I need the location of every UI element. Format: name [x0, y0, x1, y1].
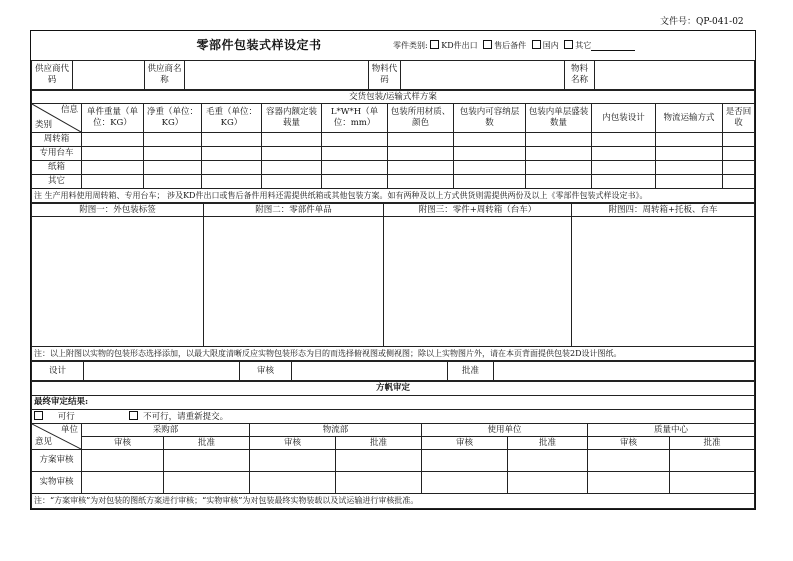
supplier-code-label: 供应商代码	[32, 61, 73, 90]
cell[interactable]	[262, 161, 322, 175]
cell[interactable]	[164, 450, 250, 472]
cell[interactable]	[670, 450, 755, 472]
cell[interactable]	[82, 450, 164, 472]
cell[interactable]	[526, 133, 592, 147]
approve-label: 批准	[448, 362, 494, 381]
col-dimensions: L*W*H（单位：mm）	[322, 104, 388, 133]
form-title: 零部件包装式样设定书	[196, 38, 322, 52]
note-packaging: 注 生产用料使用周转箱、专用台车； 涉及KD件出口或售后备件用料还需提供纸箱或其他包装方案。如有两种及以上方式供货则需提供两份及以上《零部件包装式样设定书》。	[32, 189, 755, 203]
supplier-name-field[interactable]	[185, 61, 369, 90]
cell[interactable]	[322, 175, 388, 189]
cell[interactable]	[144, 175, 202, 189]
row-label-cart: 专用台车	[32, 147, 82, 161]
cell[interactable]	[144, 161, 202, 175]
cell[interactable]	[164, 472, 250, 494]
option-aftersales: 售后备件	[494, 41, 527, 50]
row-label-carton: 纸箱	[32, 161, 82, 175]
option-feasible: 可行	[57, 411, 75, 422]
cell[interactable]	[202, 133, 262, 147]
cell[interactable]	[526, 161, 592, 175]
figure-label-4: 附图四：周转箱+托板、台车	[572, 204, 755, 217]
part-type-label: 零件类别:	[393, 41, 428, 50]
packaging-section-title: 交货包装/运输式样方案	[32, 91, 755, 104]
row-label-other: 其它	[32, 175, 82, 189]
col-unit-weight: 单件重量（单位：KG）	[82, 104, 144, 133]
table-row	[32, 147, 755, 161]
sub-approve: 批准	[508, 437, 588, 450]
cell[interactable]	[656, 175, 723, 189]
supplier-code-field[interactable]	[73, 61, 145, 90]
cell[interactable]	[723, 161, 755, 175]
checkbox-other[interactable]	[564, 40, 573, 49]
cell[interactable]	[526, 147, 592, 161]
cell[interactable]	[723, 175, 755, 189]
cell[interactable]	[322, 147, 388, 161]
cell[interactable]	[262, 147, 322, 161]
option-infeasible: 不可行，请重新提交。	[143, 411, 229, 422]
final-result-label: 最终审定结果:	[32, 396, 755, 410]
cell[interactable]	[202, 161, 262, 175]
packaging-table	[31, 90, 755, 203]
table-row	[32, 175, 755, 189]
signoff-table	[31, 361, 755, 381]
dept-quality: 质量中心	[588, 424, 755, 437]
cell[interactable]	[526, 175, 592, 189]
cell[interactable]	[144, 147, 202, 161]
cell[interactable]	[592, 133, 656, 147]
cell[interactable]	[592, 147, 656, 161]
cell[interactable]	[82, 472, 164, 494]
review-label: 审核	[240, 362, 292, 381]
cell[interactable]	[82, 161, 144, 175]
corner-unit: 单位	[60, 425, 78, 435]
cell[interactable]	[144, 133, 202, 147]
col-transport-mode: 物流运输方式	[656, 104, 723, 133]
material-name-label: 物料名称	[565, 61, 595, 90]
cell[interactable]	[656, 133, 723, 147]
checkbox-kd[interactable]	[430, 40, 439, 49]
material-code-field[interactable]	[401, 61, 565, 90]
corner-opinion: 意见	[35, 437, 53, 448]
col-rated-load: 容器内额定装载量	[262, 104, 322, 133]
option-other: 其它	[575, 41, 592, 50]
supplier-row	[31, 60, 755, 90]
title-row	[31, 31, 755, 60]
option-domestic: 国内	[542, 41, 559, 50]
cell[interactable]	[336, 450, 422, 472]
design-field[interactable]	[84, 362, 240, 381]
sub-approve: 批准	[336, 437, 422, 450]
dept-logistics: 物流部	[250, 424, 422, 437]
cell[interactable]	[723, 147, 755, 161]
row-physical-review: 实物审核	[32, 472, 82, 494]
option-kd: KD件出口	[441, 41, 478, 50]
row-label-tote: 周转箱	[32, 133, 82, 147]
cell[interactable]	[82, 147, 144, 161]
sub-review: 审核	[82, 437, 164, 450]
cell[interactable]	[388, 147, 454, 161]
sub-review: 审核	[422, 437, 508, 450]
cell[interactable]	[322, 133, 388, 147]
sub-approve: 批准	[670, 437, 755, 450]
cell[interactable]	[670, 472, 755, 494]
form-frame	[30, 30, 756, 510]
cell[interactable]	[656, 161, 723, 175]
figures-table	[31, 203, 755, 361]
col-inner-design: 内包装设计	[592, 104, 656, 133]
checkbox-domestic[interactable]	[532, 40, 541, 49]
cell[interactable]	[262, 175, 322, 189]
cell[interactable]	[82, 175, 144, 189]
figure-area-1[interactable]	[32, 217, 204, 347]
review-field[interactable]	[292, 362, 448, 381]
note-figures: 注：以上附图以实物的包装形态选择添加，以最大限度清晰反应实物包装形态为目的而选择俯视图或侧视图；除以上实物图片外，请在本页背面提供包装2D设计图纸。	[32, 347, 755, 361]
cell[interactable]	[592, 175, 656, 189]
cell[interactable]	[588, 472, 670, 494]
cell[interactable]	[454, 147, 526, 161]
cell[interactable]	[454, 133, 526, 147]
cell[interactable]	[656, 147, 723, 161]
checkbox-infeasible[interactable]	[129, 411, 138, 420]
cell[interactable]	[723, 133, 755, 147]
figure-label-3: 附图三：零件+周转箱（台车）	[384, 204, 572, 217]
cell[interactable]	[422, 472, 508, 494]
material-name-field[interactable]	[595, 61, 755, 90]
table-row	[32, 450, 755, 472]
cell[interactable]	[202, 147, 262, 161]
figure-label-1: 附图一：外包装标签	[32, 204, 204, 217]
part-type-selector	[391, 31, 755, 60]
figure-label-2: 附图二：零部件单品	[204, 204, 384, 217]
review-section-title: 方帆审定	[32, 382, 755, 396]
other-blank[interactable]	[591, 42, 635, 51]
checkbox-aftersales[interactable]	[483, 40, 492, 49]
cell[interactable]	[422, 450, 508, 472]
cell[interactable]	[388, 175, 454, 189]
cell[interactable]	[454, 161, 526, 175]
supplier-name-label: 供应商名称	[145, 61, 185, 90]
sub-approve: 批准	[164, 437, 250, 450]
document-number: 文件号：QP-041-02	[660, 17, 744, 27]
cell[interactable]	[508, 472, 588, 494]
cell[interactable]	[592, 161, 656, 175]
col-net-weight: 净重（单位：KG）	[144, 104, 202, 133]
corner-category: 类别	[35, 120, 53, 131]
review-table	[31, 381, 755, 509]
cell[interactable]	[454, 175, 526, 189]
approve-field[interactable]	[494, 362, 755, 381]
cell[interactable]	[336, 472, 422, 494]
table-row	[32, 133, 755, 147]
dept-user-unit: 使用单位	[422, 424, 588, 437]
figure-area-3[interactable]	[384, 217, 572, 347]
figure-area-4[interactable]	[572, 217, 755, 347]
table-row	[32, 472, 755, 494]
col-material-color: 包装所用材质、颜色	[388, 104, 454, 133]
cell[interactable]	[388, 133, 454, 147]
note-review: 注：“方案审核”为对包装的图纸方案进行审核；“实物审核”为对包装最终实物装载以及试运输进行审核批准。	[32, 494, 755, 509]
cell[interactable]	[262, 133, 322, 147]
col-recycle: 是否回收	[723, 104, 755, 133]
sub-review: 审核	[250, 437, 336, 450]
checkbox-feasible[interactable]	[34, 411, 43, 420]
cell[interactable]	[202, 175, 262, 189]
result-options	[32, 410, 755, 424]
cell[interactable]	[588, 450, 670, 472]
info-category-corner	[32, 104, 82, 133]
cell[interactable]	[322, 161, 388, 175]
corner-info: 信息	[60, 105, 78, 115]
material-code-label: 物料代码	[369, 61, 401, 90]
col-per-layer-qty: 包装内单层盛装数量	[526, 104, 592, 133]
cell[interactable]	[250, 472, 336, 494]
col-gross-weight: 毛重（单位：KG）	[202, 104, 262, 133]
dept-purchasing: 采购部	[82, 424, 250, 437]
cell[interactable]	[388, 161, 454, 175]
cell[interactable]	[508, 450, 588, 472]
unit-opinion-corner	[32, 424, 82, 450]
row-plan-review: 方案审核	[32, 450, 82, 472]
sub-review: 审核	[588, 437, 670, 450]
table-row	[32, 161, 755, 175]
design-label: 设计	[32, 362, 84, 381]
figure-area-2[interactable]	[204, 217, 384, 347]
cell[interactable]	[82, 133, 144, 147]
col-layers: 包装内可容纳层数	[454, 104, 526, 133]
cell[interactable]	[250, 450, 336, 472]
